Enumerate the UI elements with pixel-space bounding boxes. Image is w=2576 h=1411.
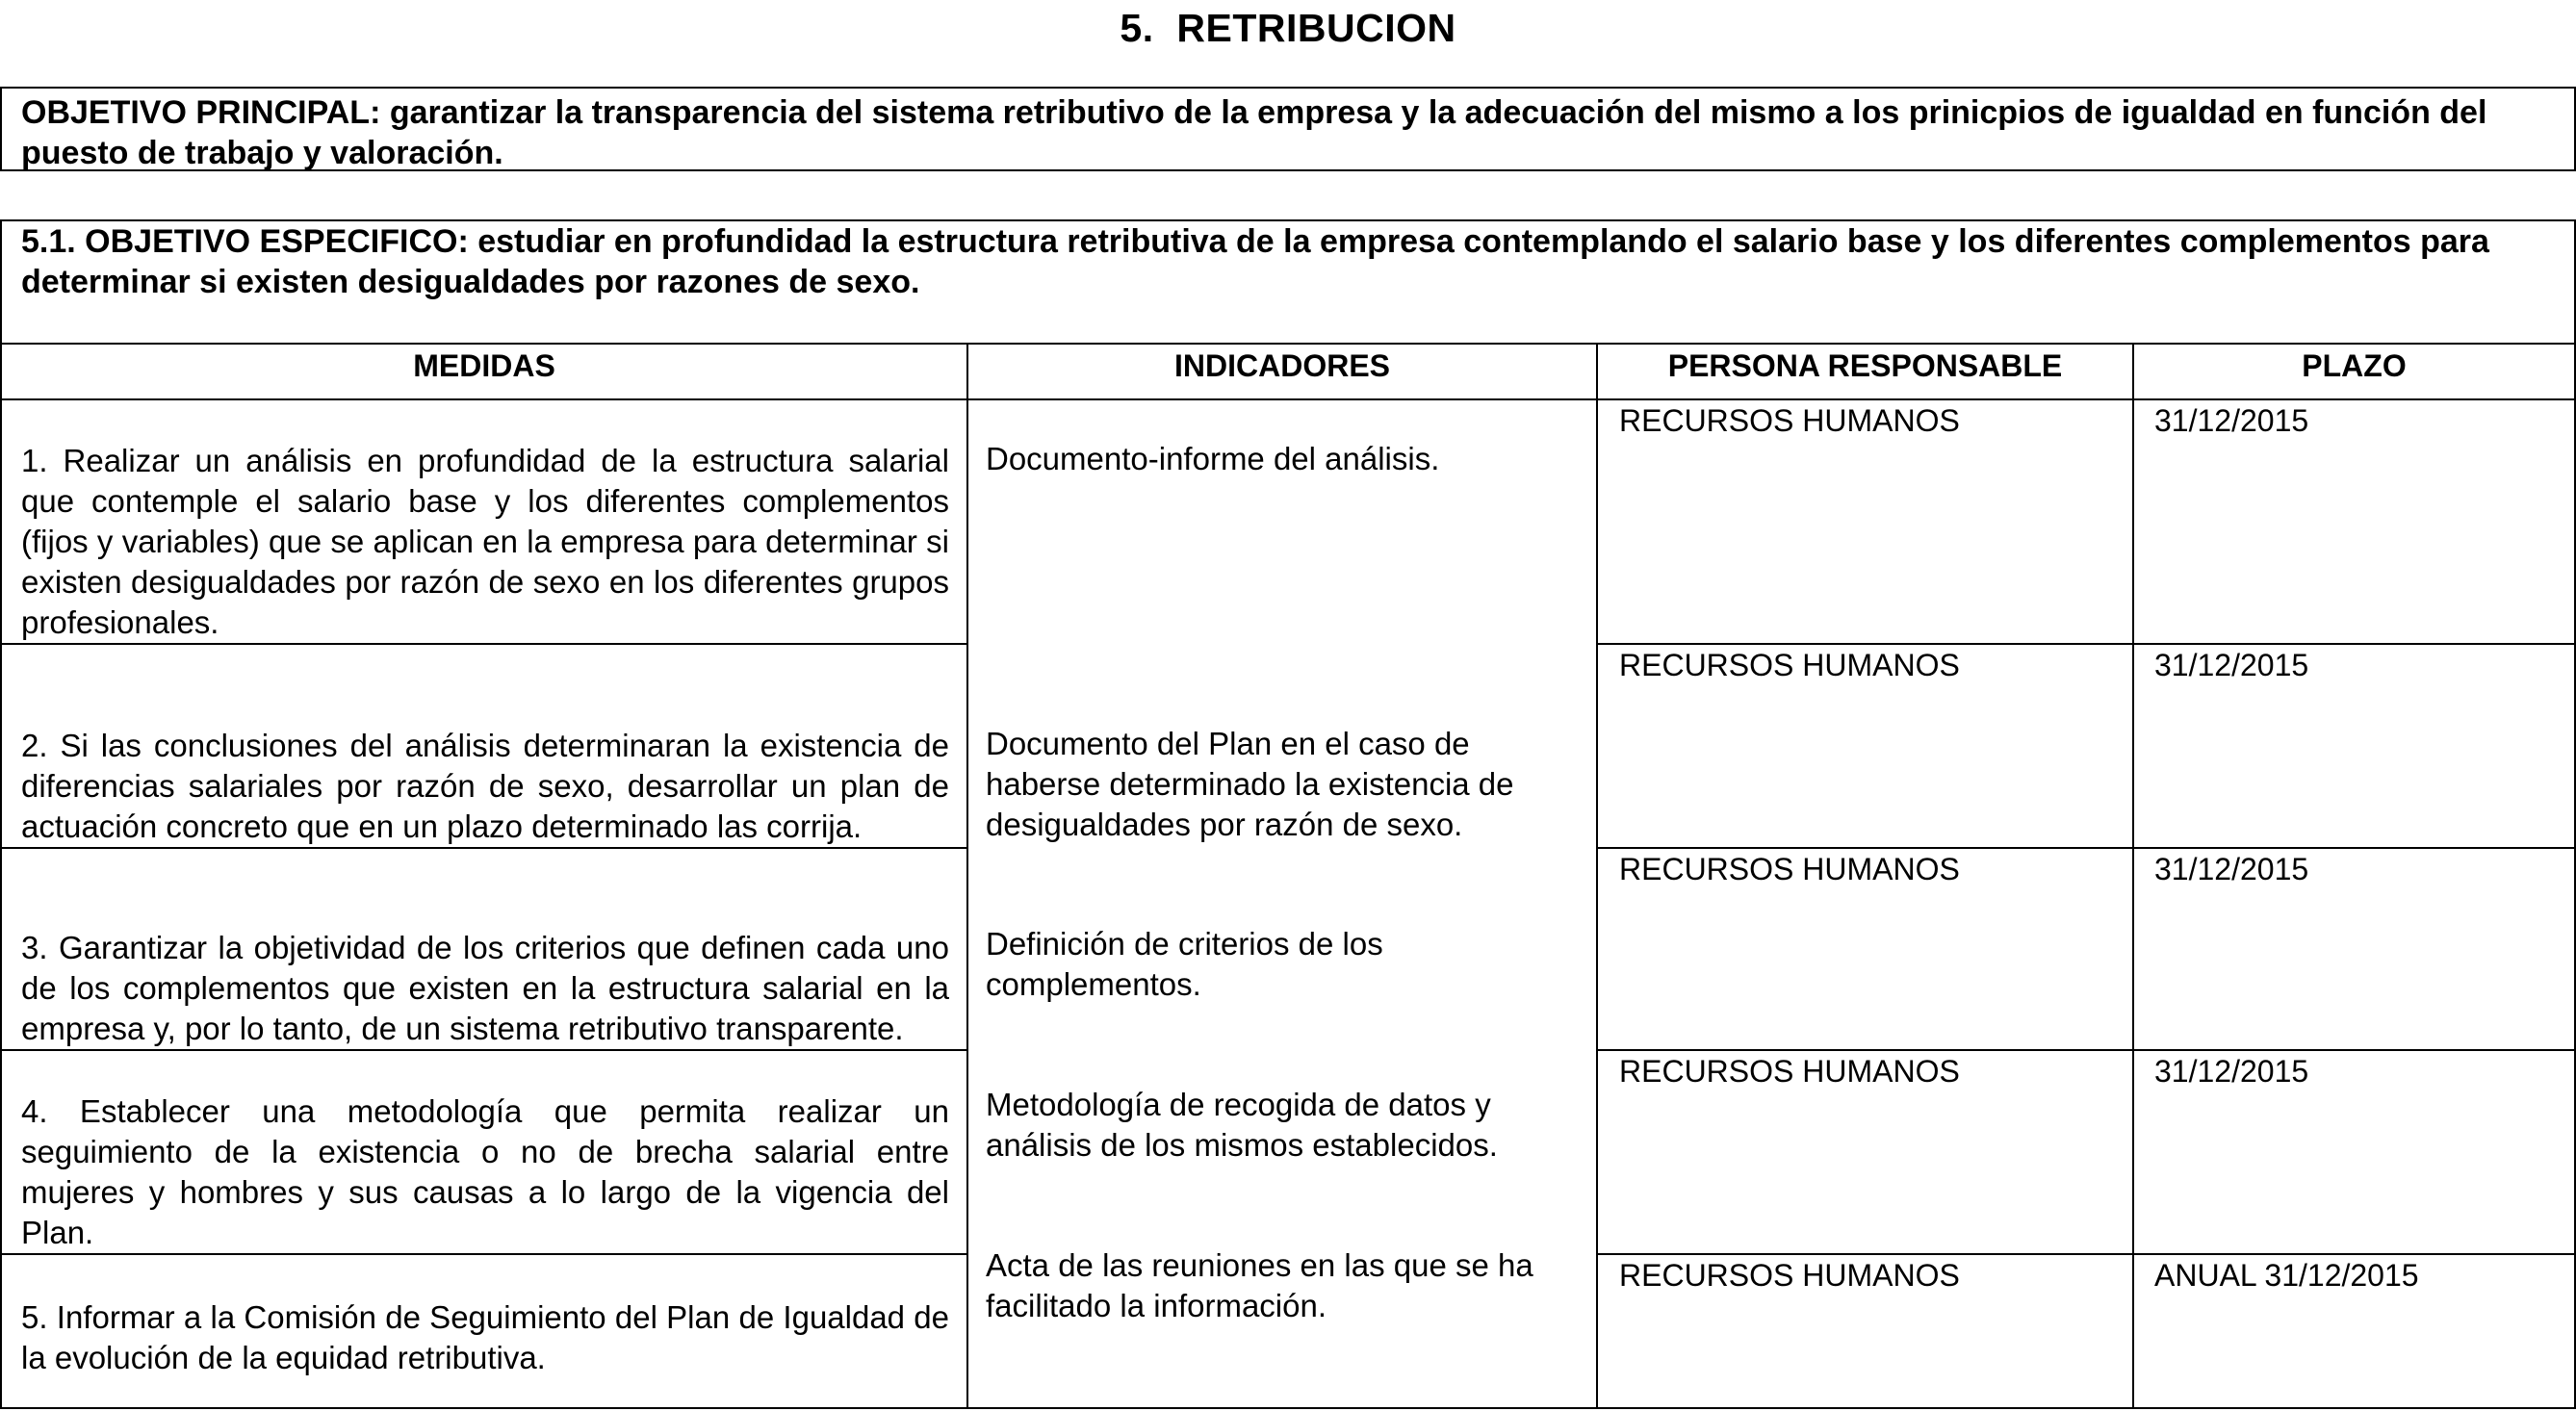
indicador-2: Documento del Plan en el caso de haberse determinado la existencia de desigualdades por razón de sexo.	[986, 726, 1514, 842]
indicador-3: Definición de criterios de los complementos.	[986, 926, 1383, 1002]
col-divider-2	[1596, 343, 1598, 1407]
responsable-2: RECURSOS HUMANOS	[1619, 648, 1960, 682]
indicador-1: Documento-informe del análisis.	[986, 441, 1440, 476]
header-responsable: PERSONA RESPONSABLE	[1667, 348, 2063, 383]
plazo-2: 31/12/2015	[2154, 648, 2309, 682]
header-plazo: PLAZO	[2302, 348, 2407, 383]
objetivo-principal: OBJETIVO PRINCIPAL: garantizar la transparencia del sistema retributivo de la empresa y la adecuación del mismo a los prinicpios de igualdad en función del puesto de trabajo y valoración.	[0, 87, 2576, 171]
medida-3: 3. Garantizar la objetividad de los criterios que definen cada uno de los complementos que existen en la estructura salarial en la empresa y, por lo tanto, de un sistema retributivo transparente.	[21, 930, 949, 1046]
responsable-4: RECURSOS HUMANOS	[1619, 1054, 1960, 1089]
plazo-3: 31/12/2015	[2154, 852, 2309, 886]
indicador-5: Acta de las reuniones en las que se ha facilitado la información.	[986, 1247, 1533, 1323]
rule-row-4	[2, 1253, 968, 1255]
plazo-4: 31/12/2015	[2154, 1054, 2309, 1089]
responsable-5: RECURSOS HUMANOS	[1619, 1258, 1960, 1293]
responsable-3: RECURSOS HUMANOS	[1619, 852, 1960, 886]
objetivo-especifico: 5.1. OBJETIVO ESPECIFICO: estudiar en profundidad la estructura retributiva de la empresa contemplando el salario base y los diferentes complementos para determinar si existen desigualdades por razones de sexo.	[21, 223, 2489, 300]
col-divider-3	[2132, 343, 2134, 1407]
medida-1: 1. Realizar un análisis en profundidad de la estructura salarial que contemple el salario base y los diferentes complementos (fijos y variables) que se aplican en la empresa para determinar si existen desigualdades por razón de sexo en los diferentes grupos profesionales.	[21, 443, 949, 640]
responsable-1: RECURSOS HUMANOS	[1619, 403, 1960, 438]
plazo-1: 31/12/2015	[2154, 403, 2309, 438]
medida-4: 4. Establecer una metodología que permita realizar un seguimiento de la existencia o no de brecha salarial entre mujeres y hombres y sus causas a lo largo de la vigencia del Plan.	[21, 1093, 949, 1250]
medida-2: 2. Si las conclusiones del análisis determinaran la existencia de diferencias salariales por razón de sexo, desarrollar un plan de actuación concreto que en un plazo determinado las corrija.	[21, 728, 949, 844]
header-indicadores: INDICADORES	[1173, 348, 1390, 383]
col-divider-1	[966, 343, 968, 1407]
page-title: 5. RETRIBUCION	[1120, 6, 1456, 50]
indicador-4: Metodología de recogida de datos y análisis de los mismos establecidos.	[986, 1087, 1498, 1163]
plazo-5: ANUAL 31/12/2015	[2154, 1258, 2419, 1293]
measures-table	[0, 219, 2576, 1409]
header-medidas: MEDIDAS	[413, 348, 555, 383]
medida-5: 5. Informar a la Comisión de Seguimiento del Plan de Igualdad de la evolución de la equidad retributiva.	[21, 1299, 949, 1375]
